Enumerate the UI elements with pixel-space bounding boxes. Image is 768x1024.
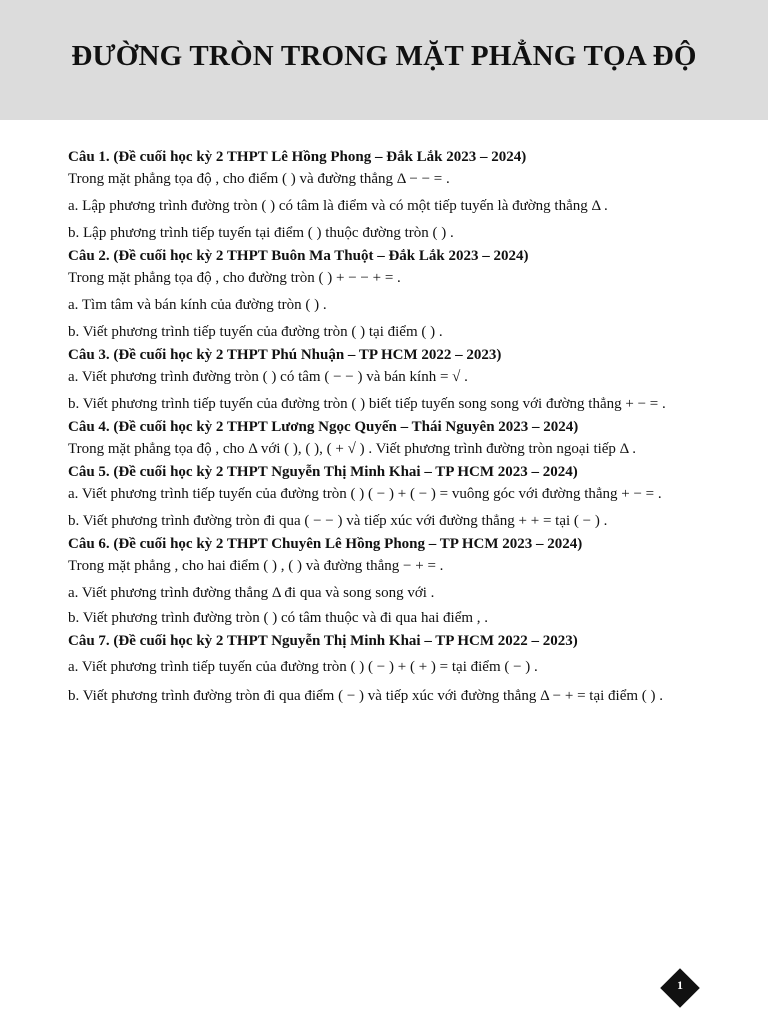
question-part-b: b. Viết phương trình tiếp tuyến của đường tròn ( ) biết tiếp tuyến song song với đường thẳng + − = . bbox=[68, 396, 666, 412]
question-part-a: a. Viết phương trình tiếp tuyến của đường tròn ( ) ( − ) + ( − ) = vuông góc với đường thẳng + − = . bbox=[68, 486, 662, 502]
question-title: Câu 7. (Đề cuối học kỳ 2 THPT Nguyễn Thị Minh Khai – TP HCM 2022 – 2023) bbox=[68, 633, 578, 649]
question-part-a: a. Viết phương trình tiếp tuyến của đường tròn ( ) ( − ) + ( + ) = tại điểm ( − ) . bbox=[68, 659, 538, 675]
question-3 bbox=[68, 345, 701, 417]
question-title: Câu 5. (Đề cuối học kỳ 2 THPT Nguyễn Thị Minh Khai – TP HCM 2023 – 2024) bbox=[68, 464, 578, 480]
question-part-a: a. Lập phương trình đường tròn ( ) có tâm là điểm và có một tiếp tuyến là đường thẳng Δ . bbox=[68, 198, 608, 214]
question-title: Câu 6. (Đề cuối học kỳ 2 THPT Chuyên Lê Hồng Phong – TP HCM 2023 – 2024) bbox=[68, 536, 583, 552]
question-title: Câu 4. (Đề cuối học kỳ 2 THPT Lương Ngọc Quyến – Thái Nguyên 2023 – 2024) bbox=[68, 419, 579, 435]
page-number-badge bbox=[660, 968, 700, 1008]
question-title: Câu 3. (Đề cuối học kỳ 2 THPT Phú Nhuận – TP HCM 2022 – 2023) bbox=[68, 347, 502, 363]
question-text: Trong mặt phẳng tọa độ , cho đường tròn ( ) + − − + = . bbox=[68, 270, 401, 286]
question-5 bbox=[68, 462, 701, 534]
question-text: Trong mặt phẳng tọa độ , cho Δ với ( ), ( ), ( + √ ) . Viết phương trình đường tròn ngoại tiếp Δ . bbox=[68, 441, 637, 457]
page-number: 1 bbox=[677, 978, 683, 992]
question-part-a: a. Viết phương trình đường tròn ( ) có tâm ( − − ) và bán kính = √ . bbox=[68, 369, 468, 385]
question-part-b: b. Lập phương trình tiếp tuyến tại điểm ( ) thuộc đường tròn ( ) . bbox=[68, 225, 454, 241]
question-text: Trong mặt phẳng , cho hai điểm ( ) , ( ) và đường thẳng − + = . bbox=[68, 558, 444, 574]
question-text: Trong mặt phẳng tọa độ , cho điểm ( ) và đường thẳng Δ − − = . bbox=[68, 171, 450, 187]
question-part-a: a. Tìm tâm và bán kính của đường tròn ( ) . bbox=[68, 297, 327, 313]
question-title: Câu 1. (Đề cuối học kỳ 2 THPT Lê Hồng Phong – Đắk Lắk 2023 – 2024) bbox=[68, 149, 527, 165]
page-title: ĐƯỜNG TRÒN TRONG MẶT PHẲNG TỌA ĐỘ bbox=[71, 40, 697, 72]
question-6 bbox=[68, 534, 701, 631]
question-part-a: a. Viết phương trình đường thẳng Δ đi qua và song song với . bbox=[68, 585, 435, 601]
question-part-b: b. Viết phương trình đường tròn ( ) có tâm thuộc và đi qua hai điểm , . bbox=[68, 610, 489, 626]
question-4 bbox=[68, 417, 701, 462]
question-2 bbox=[68, 246, 701, 345]
question-1 bbox=[68, 147, 701, 246]
question-part-b: b. Viết phương trình đường tròn đi qua điểm ( − ) và tiếp xúc với đường thẳng Δ − + = tại điểm ( ) . bbox=[68, 688, 664, 704]
question-7 bbox=[68, 631, 701, 709]
question-title: Câu 2. (Đề cuối học kỳ 2 THPT Buôn Ma Thuột – Đắk Lắk 2023 – 2024) bbox=[68, 248, 529, 264]
document-body bbox=[68, 147, 701, 709]
question-part-b: b. Viết phương trình đường tròn đi qua ( − − ) và tiếp xúc với đường thẳng + + = tại ( − ) . bbox=[68, 513, 608, 529]
question-part-b: b. Viết phương trình tiếp tuyến của đường tròn ( ) tại điểm ( ) . bbox=[68, 324, 443, 340]
